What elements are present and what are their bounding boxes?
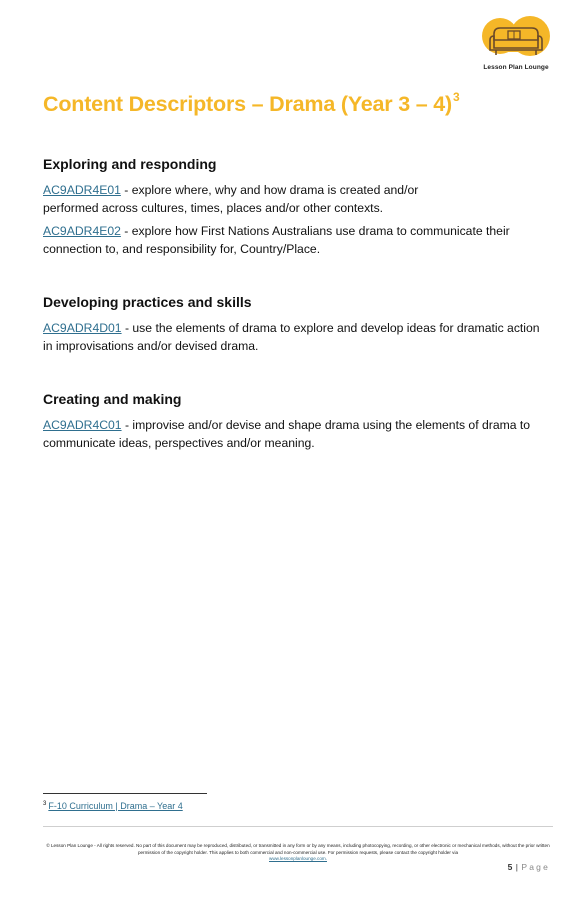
page-title	[43, 90, 460, 117]
descriptor-item	[43, 320, 543, 355]
page-number	[508, 862, 550, 872]
descriptor-item	[43, 223, 543, 258]
footnote	[43, 801, 183, 811]
section-exploring-and-responding	[43, 156, 543, 264]
page-number-value: 5	[507, 862, 513, 872]
section-creating-and-making	[43, 391, 543, 458]
descriptor-code-link[interactable]: AC9ADR4E02	[43, 224, 121, 238]
footnote-divider	[43, 793, 207, 794]
page-label: Page	[521, 862, 550, 872]
footer-divider	[43, 826, 553, 827]
descriptor-code-link[interactable]: AC9ADR4E01	[43, 183, 121, 197]
logo-text: Lesson Plan Lounge	[483, 64, 549, 71]
footnote-link[interactable]: F-10 Curriculum | Drama – Year 4	[48, 801, 183, 811]
descriptor-text-continued: performed across cultures, times, places and/or other contexts.	[43, 200, 384, 215]
website-link[interactable]: www.lessonplanlounge.com.	[269, 856, 327, 862]
copyright-notice	[43, 843, 553, 863]
descriptor-item	[43, 417, 543, 452]
section-developing-practices-and-skills	[43, 294, 543, 361]
descriptor-code-link[interactable]: AC9ADR4C01	[43, 418, 122, 432]
descriptor-item	[43, 182, 543, 217]
section-heading: Developing practices and skills	[43, 294, 252, 310]
descriptor-text: - use the elements of drama to explore and develop ideas for dramatic action in improvisations and/or devised drama.	[43, 321, 540, 353]
title-footnote-ref[interactable]: 3	[453, 90, 460, 104]
couch-icon	[480, 14, 552, 64]
descriptor-code-link[interactable]: AC9ADR4D01	[43, 321, 122, 335]
descriptor-text: - improvise and/or devise and shape drama using the elements of drama to communicate ideas, perspectives and/or meaning.	[43, 418, 531, 450]
page-number-separator: |	[515, 862, 518, 872]
section-heading: Creating and making	[43, 391, 182, 407]
page-title-text: Content Descriptors – Drama (Year 3 – 4)	[43, 92, 453, 116]
section-heading: Exploring and responding	[43, 156, 217, 172]
descriptor-text: - explore where, why and how drama is created and/or	[120, 183, 419, 197]
descriptor-text: - explore how First Nations Australians use drama to communicate their connection to, and responsibility for, Country/Place.	[43, 224, 510, 256]
copyright-text: © Lesson Plan Lounge - All rights reserved. No part of this document may be reproduced, distributed, or transmitted in any form or by any means, including photocopying, recording, or other electronic or mechanical methods, without the prior written permission of the copyright holder. This applies to both commercial and non-commercial use. For permission requests, please contact the copyright holder via	[46, 843, 550, 855]
footnote-number: 3	[43, 801, 47, 807]
